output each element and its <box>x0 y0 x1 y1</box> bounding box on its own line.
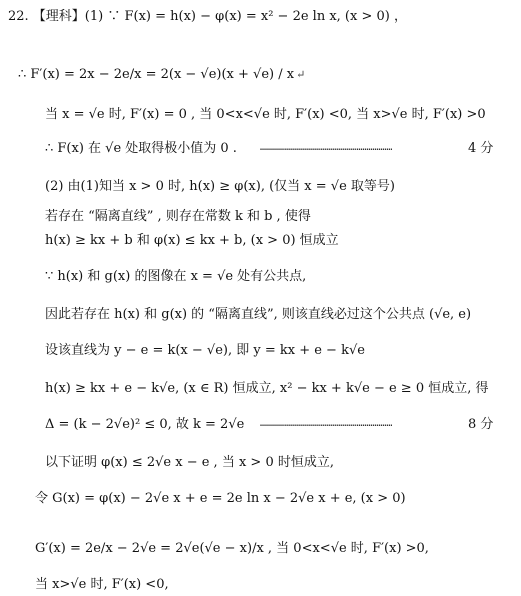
line-14 <box>35 490 521 508</box>
line-16 <box>35 576 521 594</box>
line-2 <box>18 66 521 84</box>
line-7 <box>45 232 521 250</box>
line-5-text: (2) 由(1)知当 x > 0 时, h(x) ≥ φ(x), (仅当 x = √e 取等号) <box>45 179 395 194</box>
line-13-text: 以下证明 φ(x) ≤ 2√e x − e , 当 x > 0 时恒成立, <box>45 455 334 470</box>
line-16-text: 当 x>√e 时, F′(x) <0, <box>35 577 169 592</box>
line-8-text: ∵ h(x) 和 g(x) 的图像在 x = √e 处有公共点, <box>45 269 307 284</box>
line-4-text: ∴ F(x) 在 √e 处取得极小值为 0 . <box>45 141 237 156</box>
line-9 <box>45 306 521 324</box>
score-4-text: 4 分 <box>468 141 494 156</box>
line-2-text: ∴ F′(x) = 2x − 2e/x = 2(x − √e)(x + √e) / x ↵ <box>18 67 306 82</box>
leader-dots-1: ………………………………………………………… <box>260 142 393 153</box>
score-8 <box>468 416 493 434</box>
line-3 <box>45 106 521 124</box>
line-8 <box>45 268 521 286</box>
leader-dots-2: ………………………………………………………… <box>260 418 393 429</box>
line-11-text: h(x) ≥ kx + e − k√e, (x ∈ R) 恒成立, x² − kx + k√e − e ≥ 0 恒成立, 得 <box>45 381 489 396</box>
line-6-text: 若存在 “隔离直线” , 则存在常数 k 和 b , 使得 <box>45 209 311 224</box>
line-9-text: 因此若存在 h(x) 和 g(x) 的 “隔离直线”, 则该直线必过这个公共点 (√e, e) <box>45 307 472 322</box>
line-5 <box>45 178 521 196</box>
line-1 <box>8 8 521 26</box>
line-10 <box>45 342 521 360</box>
line-3-text: 当 x = √e 时, F′(x) = 0 , 当 0<x<√e 时, F′(x) <0, 当 x>√e 时, F′(x) >0 <box>45 107 486 122</box>
score-4 <box>468 140 493 158</box>
score-8-text: 8 分 <box>468 417 494 432</box>
line-1-text: 22. 【理科】(1) ∵ F(x) = h(x) − φ(x) = x² − 2e ln x, (x > 0) ， <box>8 9 407 24</box>
line-7-text: h(x) ≥ kx + b 和 φ(x) ≤ kx + b, (x > 0) 恒成立 <box>45 233 339 248</box>
line-11 <box>45 380 521 398</box>
line-12-text: Δ = (k − 2√e)² ≤ 0, 故 k = 2√e <box>45 417 245 432</box>
line-10-text: 设该直线为 y − e = k(x − √e), 即 y = kx + e − k√e <box>45 343 365 358</box>
line-13 <box>45 454 521 472</box>
line-6 <box>45 208 521 226</box>
line-15-text: G′(x) = 2e/x − 2√e = 2√e(√e − x)/x , 当 0<x<√e 时, F′(x) >0, <box>35 541 429 556</box>
line-14-text: 令 G(x) = φ(x) − 2√e x + e = 2e ln x − 2√e x + e, (x > 0) <box>35 491 406 506</box>
line-15 <box>35 540 521 558</box>
